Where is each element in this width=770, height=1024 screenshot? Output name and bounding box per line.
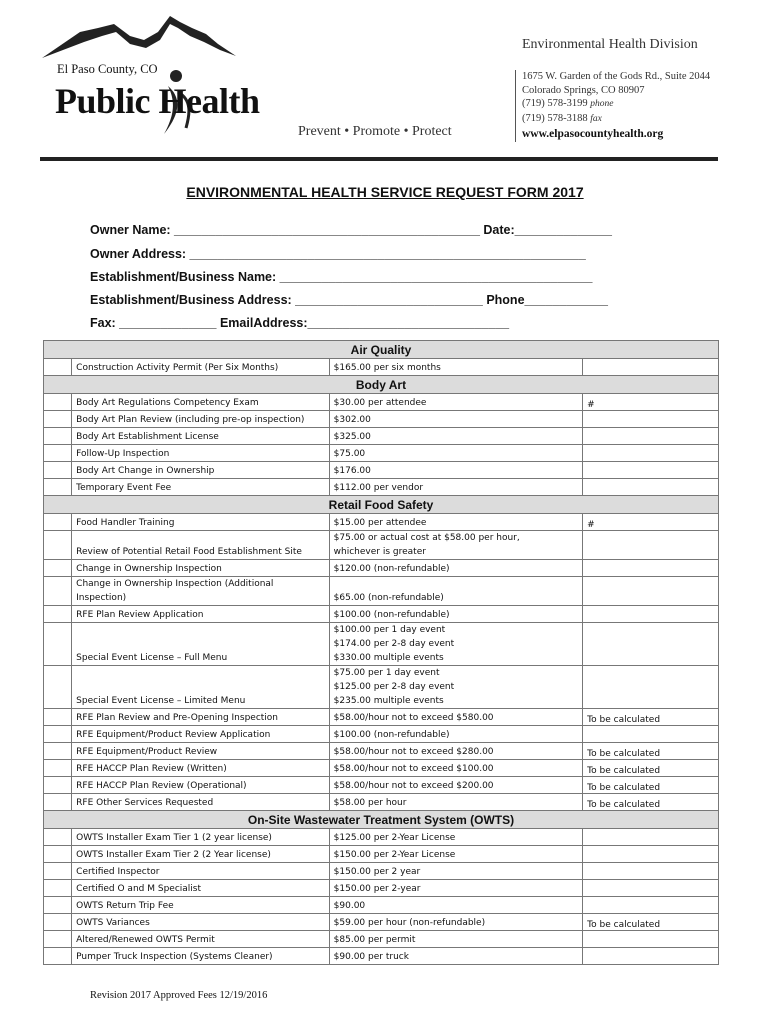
- quantity-note[interactable]: To be calculated: [583, 709, 719, 726]
- service-name: [72, 777, 330, 794]
- service-name: [72, 863, 330, 880]
- fee-row: [44, 560, 719, 577]
- fee-amount: [329, 514, 583, 531]
- quantity-note[interactable]: [583, 863, 719, 880]
- fee-amount: [329, 897, 583, 914]
- fee-amount-line: $58.00/hour not to exceed $200.00: [333, 781, 494, 791]
- service-name-line: RFE Other Services Requested: [76, 798, 214, 808]
- fee-amount-line: $112.00 per vendor: [333, 483, 424, 493]
- section-header-row: [44, 376, 719, 394]
- fee-amount: [329, 394, 583, 411]
- service-name-line: RFE HACCP Plan Review (Operational): [76, 781, 247, 791]
- service-name-line: Body Art Plan Review (including pre-op inspection): [76, 415, 305, 425]
- service-name: [72, 709, 330, 726]
- fee-amount-line: $59.00 per hour (non-refundable): [333, 918, 486, 928]
- quantity-note[interactable]: [583, 931, 719, 948]
- service-name: [72, 514, 330, 531]
- fee-row: [44, 623, 719, 666]
- section-header-row: [44, 496, 719, 514]
- service-name-line: Review of Potential Retail Food Establishment Site: [76, 547, 302, 557]
- checkbox-cell[interactable]: [44, 829, 72, 846]
- website-link[interactable]: www.elpasocountyhealth.org: [522, 128, 664, 140]
- checkbox-cell[interactable]: [44, 394, 72, 411]
- fee-row: [44, 931, 719, 948]
- fee-amount: [329, 577, 583, 606]
- service-name-line: Construction Activity Permit (Per Six Months): [76, 363, 279, 373]
- fee-amount: [329, 445, 583, 462]
- quantity-note[interactable]: [583, 606, 719, 623]
- fee-amount: [329, 794, 583, 811]
- fee-amount: [329, 760, 583, 777]
- fee-row: [44, 777, 719, 794]
- fee-amount-line: $150.00 per 2-year: [333, 884, 421, 894]
- service-name-line: RFE Equipment/Product Review Application: [76, 730, 271, 740]
- fee-row: [44, 394, 719, 411]
- fee-amount-line: $65.00 (non-refundable): [333, 593, 444, 603]
- quantity-note[interactable]: [583, 359, 719, 376]
- fee-row: [44, 666, 719, 709]
- checkbox-cell[interactable]: [44, 531, 72, 560]
- service-name-line: Pumper Truck Inspection (Systems Cleaner): [76, 952, 273, 962]
- logo-wordmark-text: Public Health: [55, 81, 260, 121]
- service-name: [72, 829, 330, 846]
- service-name: [72, 897, 330, 914]
- address-line-2: Colorado Springs, CO 80907: [522, 84, 645, 96]
- contact-block: [515, 70, 710, 142]
- fee-amount: [329, 931, 583, 948]
- service-name: [72, 359, 330, 376]
- checkbox-cell[interactable]: [44, 359, 72, 376]
- service-name-line: Food Handler Training: [76, 518, 175, 528]
- fee-row: [44, 606, 719, 623]
- service-name: [72, 760, 330, 777]
- fee-row: [44, 726, 719, 743]
- quantity-note[interactable]: [583, 462, 719, 479]
- fee-amount: [329, 623, 583, 666]
- checkbox-cell[interactable]: [44, 411, 72, 428]
- owner-name-field[interactable]: Owner Name: ____________________________________________ Date:______________: [90, 223, 612, 237]
- checkbox-cell[interactable]: [44, 846, 72, 863]
- checkbox-cell[interactable]: [44, 462, 72, 479]
- service-name: [72, 531, 330, 560]
- fee-amount: [329, 846, 583, 863]
- fee-row: [44, 743, 719, 760]
- fee-amount-line: $150.00 per 2 year: [333, 867, 421, 877]
- service-name: [72, 931, 330, 948]
- service-name: [72, 411, 330, 428]
- fee-amount: [329, 880, 583, 897]
- checkbox-cell[interactable]: [44, 794, 72, 811]
- fee-amount-line: $15.00 per attendee: [333, 518, 427, 528]
- checkbox-cell[interactable]: [44, 577, 72, 606]
- checkbox-cell[interactable]: [44, 743, 72, 760]
- fee-row: [44, 514, 719, 531]
- fee-amount-line: $325.00: [333, 432, 371, 442]
- fee-amount-line: $58.00 per hour: [333, 798, 407, 808]
- fee-amount-line: $90.00: [333, 901, 366, 911]
- fee-amount-line: $125.00 per 2-8 day event: [333, 682, 455, 692]
- service-name-line: OWTS Installer Exam Tier 1 (2 year license): [76, 833, 272, 843]
- tagline: Prevent • Promote • Protect: [298, 124, 452, 139]
- service-name-line: Temporary Event Fee: [76, 483, 172, 493]
- checkbox-cell[interactable]: [44, 428, 72, 445]
- service-name: [72, 914, 330, 931]
- fee-row: [44, 863, 719, 880]
- checkbox-cell[interactable]: [44, 666, 72, 709]
- fee-amount-line: whichever is greater: [333, 547, 426, 557]
- fee-row: [44, 760, 719, 777]
- service-name-line: Body Art Establishment License: [76, 432, 219, 442]
- fee-amount-line: $330.00 multiple events: [333, 653, 444, 663]
- checkbox-cell[interactable]: [44, 514, 72, 531]
- quantity-note[interactable]: To be calculated: [583, 760, 719, 777]
- fee-amount: [329, 743, 583, 760]
- service-name: [72, 948, 330, 965]
- service-name: [72, 794, 330, 811]
- address-line-1: 1675 W. Garden of the Gods Rd., Suite 2044: [522, 71, 711, 82]
- quantity-note[interactable]: [583, 560, 719, 577]
- quantity-note[interactable]: #: [583, 514, 719, 531]
- section-title: Retail Food Safety: [44, 496, 719, 514]
- fee-amount-line: $75.00: [333, 449, 366, 459]
- fee-amount: [329, 829, 583, 846]
- fee-amount-line: $100.00 per 1 day event: [333, 625, 446, 635]
- service-name-line: Special Event License – Full Menu: [76, 653, 228, 663]
- service-name: [72, 445, 330, 462]
- fee-amount: [329, 863, 583, 880]
- service-name: [72, 846, 330, 863]
- service-name: [72, 394, 330, 411]
- service-name-line: Body Art Regulations Competency Exam: [76, 398, 259, 408]
- fee-amount: [329, 709, 583, 726]
- section-title: Air Quality: [44, 341, 719, 359]
- fax-email-field[interactable]: Fax: ______________ EmailAddress:_____________________________: [90, 316, 510, 330]
- fee-amount-line: $30.00 per attendee: [333, 398, 427, 408]
- service-name: [72, 666, 330, 709]
- service-name: [72, 577, 330, 606]
- checkbox-cell[interactable]: [44, 777, 72, 794]
- fee-row: [44, 445, 719, 462]
- business-name-field[interactable]: Establishment/Business Name: _____________________________________________: [90, 270, 593, 284]
- owner-address-field[interactable]: Owner Address: _________________________________________________________: [90, 247, 586, 261]
- fee-amount-line: $235.00 multiple events: [333, 696, 444, 706]
- fee-amount: [329, 531, 583, 560]
- fee-amount: [329, 726, 583, 743]
- fee-row: [44, 577, 719, 606]
- checkbox-cell[interactable]: [44, 479, 72, 496]
- service-name: [72, 606, 330, 623]
- fee-amount: [329, 479, 583, 496]
- fee-amount-line: $120.00 (non-refundable): [333, 564, 450, 574]
- section-header-row: [44, 811, 719, 829]
- fee-row: [44, 709, 719, 726]
- service-name-line: RFE HACCP Plan Review (Written): [76, 764, 227, 774]
- fee-row: [44, 880, 719, 897]
- fee-row: [44, 794, 719, 811]
- service-name-line: RFE Plan Review and Pre-Opening Inspection: [76, 713, 279, 723]
- fee-amount: [329, 428, 583, 445]
- checkbox-cell[interactable]: [44, 606, 72, 623]
- checkbox-cell[interactable]: [44, 709, 72, 726]
- fee-amount: [329, 560, 583, 577]
- quantity-note[interactable]: [583, 479, 719, 496]
- fee-amount-line: $100.00 (non-refundable): [333, 730, 450, 740]
- quantity-note[interactable]: [583, 880, 719, 897]
- fee-amount: [329, 359, 583, 376]
- service-name-line: OWTS Variances: [76, 918, 150, 928]
- quantity-note[interactable]: To be calculated: [583, 794, 719, 811]
- phone-line: [522, 97, 710, 112]
- service-name-line: OWTS Return Trip Fee: [76, 901, 174, 911]
- service-name: [72, 428, 330, 445]
- service-name: [72, 880, 330, 897]
- service-name-line: RFE Plan Review Application: [76, 610, 204, 620]
- fee-row: [44, 411, 719, 428]
- quantity-note[interactable]: [583, 428, 719, 445]
- quantity-note[interactable]: #: [583, 394, 719, 411]
- service-name-line: Certified Inspector: [76, 867, 160, 877]
- checkbox-cell[interactable]: [44, 560, 72, 577]
- checkbox-cell[interactable]: [44, 726, 72, 743]
- service-name: [72, 479, 330, 496]
- quantity-note[interactable]: To be calculated: [583, 743, 719, 760]
- fax-tag: fax: [590, 113, 602, 124]
- fee-row: [44, 428, 719, 445]
- fee-amount-line: $75.00 per 1 day event: [333, 668, 440, 678]
- division-name: Environmental Health Division: [522, 37, 698, 52]
- service-name: [72, 623, 330, 666]
- fee-amount-line: $58.00/hour not to exceed $580.00: [333, 713, 494, 723]
- quantity-note[interactable]: [583, 666, 719, 709]
- fee-amount-line: $302.00: [333, 415, 371, 425]
- fee-row: [44, 531, 719, 560]
- fee-amount: [329, 666, 583, 709]
- fee-amount: [329, 606, 583, 623]
- quantity-note[interactable]: [583, 531, 719, 560]
- fee-amount: [329, 411, 583, 428]
- fee-row: [44, 914, 719, 931]
- checkbox-cell[interactable]: [44, 445, 72, 462]
- form-title: ENVIRONMENTAL HEALTH SERVICE REQUEST FORM 2017: [186, 184, 584, 200]
- checkbox-cell[interactable]: [44, 931, 72, 948]
- fee-amount: [329, 777, 583, 794]
- fee-amount: [329, 914, 583, 931]
- logo-wordmark: [55, 80, 260, 122]
- fee-row: [44, 897, 719, 914]
- section-title: On-Site Wastewater Treatment System (OWTS): [44, 811, 719, 829]
- checkbox-cell[interactable]: [44, 623, 72, 666]
- checkbox-cell[interactable]: [44, 914, 72, 931]
- quantity-note[interactable]: [583, 948, 719, 965]
- checkbox-cell[interactable]: [44, 948, 72, 965]
- section-title: Body Art: [44, 376, 719, 394]
- phone-number: (719) 578-3199: [522, 98, 588, 109]
- quantity-note[interactable]: To be calculated: [583, 777, 719, 794]
- fee-amount-line: $150.00 per 2-Year License: [333, 850, 456, 860]
- quantity-note[interactable]: [583, 577, 719, 606]
- fee-table: [43, 340, 719, 965]
- fee-amount-line: $58.00/hour not to exceed $280.00: [333, 747, 494, 757]
- fee-amount-line: $100.00 (non-refundable): [333, 610, 450, 620]
- checkbox-cell[interactable]: [44, 897, 72, 914]
- service-name-line: Altered/Renewed OWTS Permit: [76, 935, 215, 945]
- service-name: [72, 462, 330, 479]
- service-name-line: RFE Equipment/Product Review: [76, 747, 218, 757]
- fee-row: [44, 479, 719, 496]
- fax-number: (719) 578-3188: [522, 112, 588, 124]
- fee-amount-line: $174.00 per 2-8 day event: [333, 639, 455, 649]
- fee-amount-line: $176.00: [333, 466, 371, 476]
- fee-amount-line: $90.00 per truck: [333, 952, 409, 962]
- checkbox-cell[interactable]: [44, 760, 72, 777]
- fee-amount-line: $125.00 per 2-Year License: [333, 833, 456, 843]
- service-name: [72, 560, 330, 577]
- service-name-line: Special Event License – Limited Menu: [76, 696, 246, 706]
- quantity-note[interactable]: [583, 897, 719, 914]
- fee-amount-line: $75.00 or actual cost at $58.00 per hour,: [333, 533, 520, 543]
- service-name-line: Certified O and M Specialist: [76, 884, 201, 894]
- county-name: El Paso County, CO: [57, 62, 158, 76]
- service-name-line: Inspection): [76, 593, 127, 603]
- fee-row: [44, 462, 719, 479]
- service-name-line: OWTS Installer Exam Tier 2 (2 Year license): [76, 850, 271, 860]
- service-name-line: Change in Ownership Inspection (Additional: [76, 579, 274, 589]
- header-divider: [40, 157, 718, 161]
- quantity-note[interactable]: [583, 445, 719, 462]
- service-name: [72, 726, 330, 743]
- fee-amount-line: $58.00/hour not to exceed $100.00: [333, 764, 494, 774]
- quantity-note[interactable]: [583, 846, 719, 863]
- service-name-line: Body Art Change in Ownership: [76, 466, 215, 476]
- section-header-row: [44, 341, 719, 359]
- fee-amount-line: $85.00 per permit: [333, 935, 416, 945]
- phone-tag: phone: [590, 99, 614, 109]
- business-address-field[interactable]: Establishment/Business Address: ___________________________ Phone____________: [90, 293, 608, 307]
- quantity-note[interactable]: To be calculated: [583, 914, 719, 931]
- checkbox-cell[interactable]: [44, 880, 72, 897]
- quantity-note[interactable]: [583, 411, 719, 428]
- checkbox-cell[interactable]: [44, 863, 72, 880]
- fee-amount-line: $165.00 per six months: [333, 363, 441, 373]
- revision-note: Revision 2017 Approved Fees 12/19/2016: [90, 990, 268, 1001]
- fax-line: [522, 112, 710, 127]
- fee-amount: [329, 462, 583, 479]
- fee-amount: [329, 948, 583, 965]
- quantity-note[interactable]: [583, 623, 719, 666]
- service-name: [72, 743, 330, 760]
- service-name-line: Change in Ownership Inspection: [76, 564, 222, 574]
- fee-row: [44, 948, 719, 965]
- service-name-line: Follow-Up Inspection: [76, 449, 170, 459]
- fee-row: [44, 829, 719, 846]
- quantity-note[interactable]: [583, 726, 719, 743]
- fee-row: [44, 846, 719, 863]
- fee-row: [44, 359, 719, 376]
- quantity-note[interactable]: [583, 829, 719, 846]
